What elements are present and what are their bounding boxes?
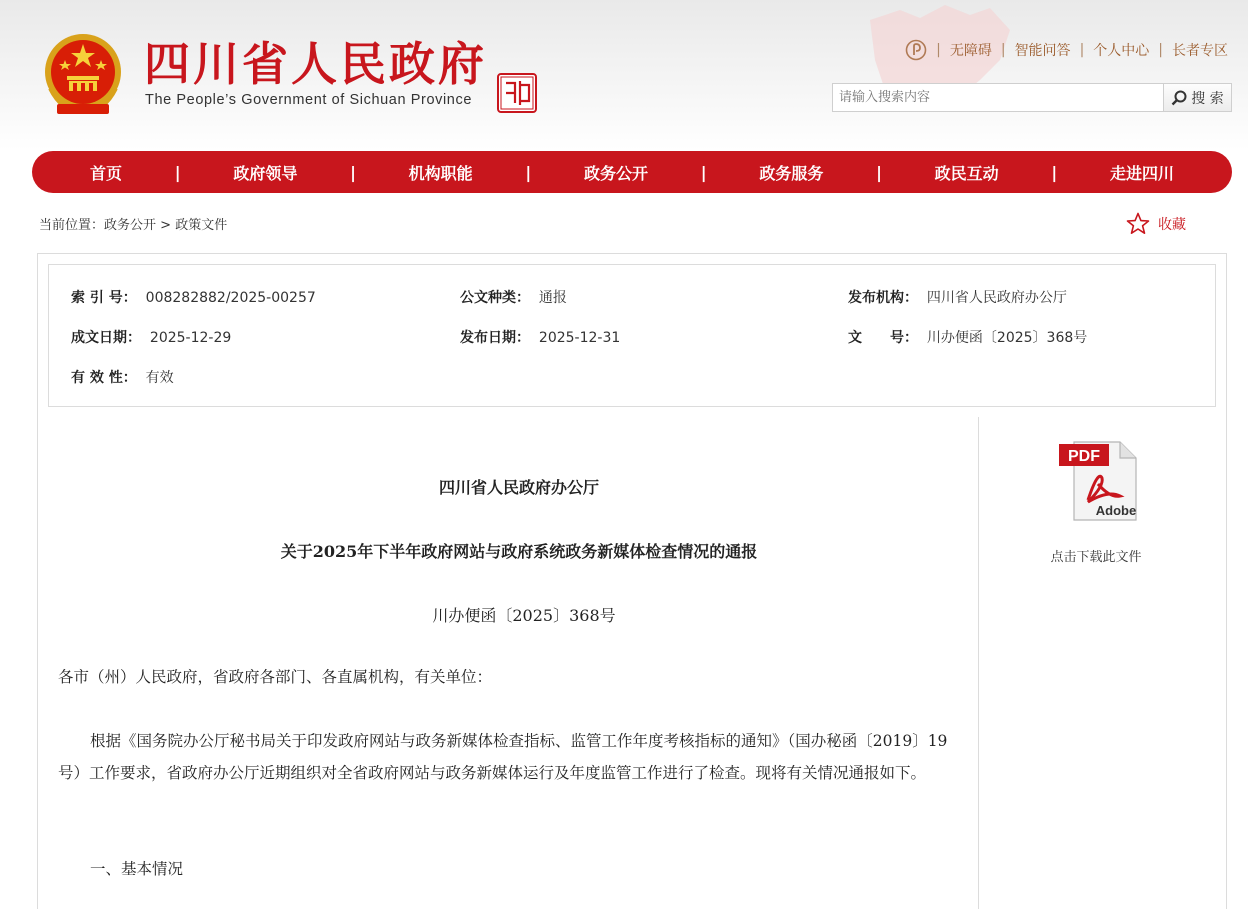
meta-category-value: 通报 xyxy=(538,290,567,306)
meta-doc-number xyxy=(848,327,1087,347)
meta-written-date xyxy=(71,327,231,347)
document-body-paragraph: 根据《国务院办公厅秘书局关于印发政府网站与政务新媒体检查指标、监管工作年度考核指标的通知》（国办秘函〔2019〕19号）工作要求，省政府办公厅近期组织对全省政府网站与政务新媒体运行及年度监管工作进行了检查。现将有关情况通报如下。 xyxy=(58,732,948,782)
meta-validity-value: 有效 xyxy=(145,370,174,386)
document-number: 川办便函〔2025〕368号 xyxy=(432,606,616,625)
nav-item-about-sichuan[interactable]: 走进四川 xyxy=(1109,163,1174,183)
search-button-label: 搜 索 xyxy=(1191,90,1224,107)
document-title: 关于2025年下半年政府网站与政府系统政务新媒体检查情况的通报 xyxy=(280,542,758,561)
meta-written-label: 成文日期： xyxy=(71,330,141,346)
meta-category-label: 公文种类： xyxy=(460,290,530,306)
pdf-file-icon[interactable] xyxy=(1058,440,1138,522)
breadcrumb-item-gov-affairs-open[interactable]: 政务公开 xyxy=(104,218,157,233)
site-title: 四川省人民政府 xyxy=(144,37,487,91)
nav-item-gov-affairs-open[interactable]: 政务公开 xyxy=(583,163,648,183)
pdf-icon-label: PDF xyxy=(1068,448,1100,465)
top-links xyxy=(905,38,1228,62)
document-issuing-org: 四川省人民政府办公厅 xyxy=(438,478,599,497)
nav-separator: | xyxy=(700,162,707,182)
meta-docno-value: 川办便函〔2025〕368号 xyxy=(926,330,1088,346)
nav-item-gov-services[interactable]: 政务服务 xyxy=(759,163,824,183)
document-section-heading: 一、基本情况 xyxy=(90,860,184,878)
document-salutation: 各市（州）人民政府，省政府各部门、各直属机构，有关单位： xyxy=(58,668,493,686)
meta-index xyxy=(71,287,316,307)
nav-item-leaders[interactable]: 政府领导 xyxy=(233,163,298,183)
site-header xyxy=(0,0,1248,150)
nav-item-institutions[interactable]: 机构职能 xyxy=(408,163,473,183)
nav-item-interaction[interactable]: 政民互动 xyxy=(934,163,999,183)
meta-issuer xyxy=(848,287,1067,307)
adobe-icon-label: Adobe xyxy=(1095,503,1137,518)
nav-separator: | xyxy=(876,162,882,182)
nav-separator: | xyxy=(525,162,532,182)
search-button[interactable] xyxy=(1163,84,1231,111)
star-icon xyxy=(1126,212,1150,235)
site-subtitle: The People’s Government of Sichuan Province xyxy=(145,92,472,108)
top-link-separator: | xyxy=(936,42,941,58)
nav-item-home[interactable]: 首页 xyxy=(90,163,123,183)
personal-center-link[interactable]: 个人中心 xyxy=(1093,43,1150,59)
elderly-zone-link[interactable]: 长者专区 xyxy=(1172,43,1228,59)
download-file-link[interactable]: 点击下载此文件 xyxy=(1050,550,1142,565)
wechat-app-icon[interactable] xyxy=(905,39,927,61)
meta-issuer-label: 发布机构： xyxy=(848,290,918,306)
top-link-separator: | xyxy=(1079,42,1085,58)
meta-written-value: 2025-12-29 xyxy=(149,330,232,346)
favorite-button[interactable] xyxy=(1126,212,1186,235)
top-link-separator: | xyxy=(1000,42,1006,58)
smart-qa-link[interactable]: 智能问答 xyxy=(1014,43,1071,59)
top-link-separator: | xyxy=(1158,42,1163,58)
breadcrumb-item-policy-docs[interactable]: 政策文件 xyxy=(175,218,228,233)
nav-separator: | xyxy=(1051,162,1058,182)
national-emblem-icon xyxy=(43,32,123,116)
main-nav xyxy=(32,151,1232,193)
meta-published-label: 发布日期： xyxy=(460,330,530,346)
meta-validity-label: 有 效 性： xyxy=(71,370,137,386)
meta-published-date xyxy=(460,327,620,347)
meta-index-value: 008282882/2025-00257 xyxy=(145,290,316,306)
meta-issuer-value: 四川省人民政府办公厅 xyxy=(926,290,1067,306)
china-sichuan-seal-icon xyxy=(497,73,537,113)
nav-separator: | xyxy=(350,162,356,182)
meta-category xyxy=(460,287,567,307)
breadcrumb xyxy=(39,214,227,233)
meta-docno-label: 文 号： xyxy=(848,330,918,346)
breadcrumb-prefix: 当前位置： xyxy=(39,218,105,233)
favorite-label: 收藏 xyxy=(1158,216,1186,233)
meta-published-value: 2025-12-31 xyxy=(538,330,621,346)
accessibility-link[interactable]: 无障碍 xyxy=(949,43,992,59)
document-meta-table xyxy=(48,264,1216,407)
nav-separator: | xyxy=(174,162,181,182)
search-box xyxy=(832,83,1232,112)
search-icon xyxy=(1171,90,1187,106)
meta-index-label: 索 引 号： xyxy=(71,290,137,306)
search-input[interactable] xyxy=(833,84,1163,111)
meta-validity xyxy=(71,367,174,387)
breadcrumb-separator: > xyxy=(160,218,172,233)
